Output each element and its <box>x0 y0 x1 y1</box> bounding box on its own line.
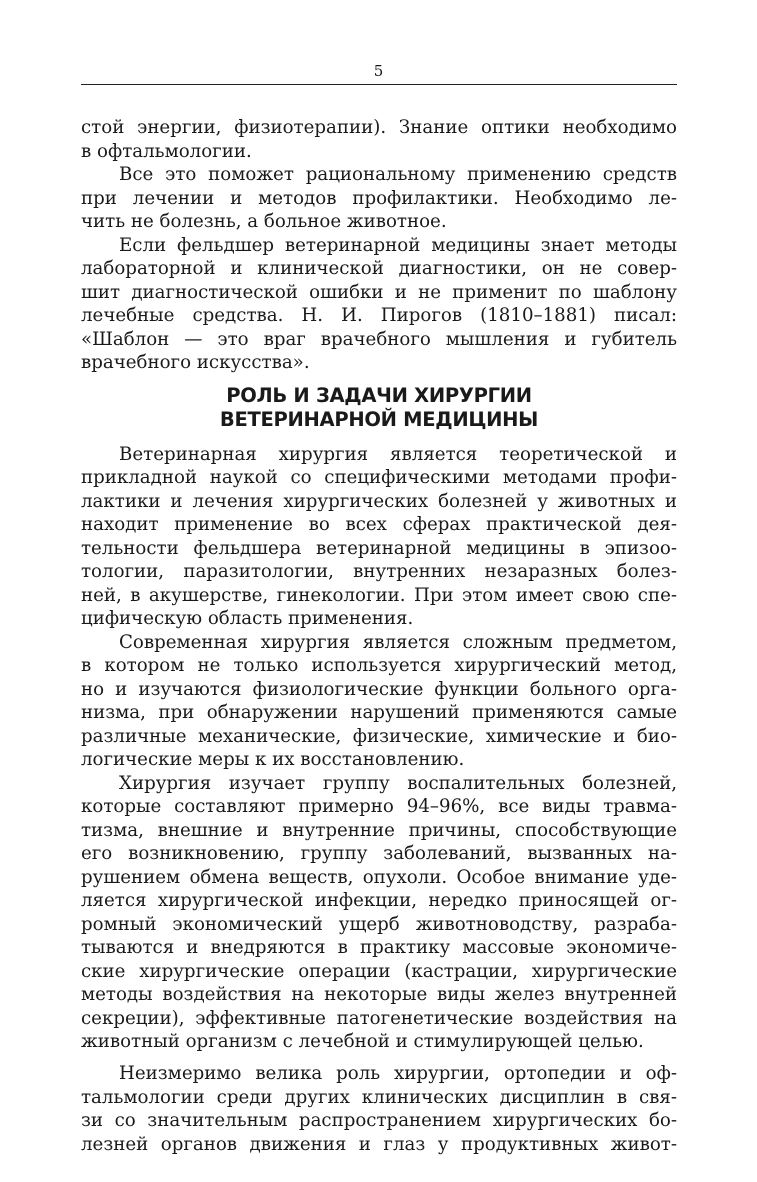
text-line: лабораторной и клинической диагностики, он не совер- <box>81 258 677 279</box>
text-line: шит диагностической ошибки и не применит по шаблону <box>81 282 677 303</box>
text-line: Все это поможет рациональному применению средств <box>119 164 677 185</box>
text-line: Неизмеримо велика роль хирургии, ортопедии и оф- <box>119 1063 677 1084</box>
text-line: животный организм с лечебной и стимулирующей целью. <box>81 1031 644 1052</box>
text-line: Если фельдшер ветеринарной медицины знает методы <box>119 235 677 256</box>
text-line: тизма, внешние и внутренние причины, способствующие <box>81 820 677 841</box>
text-line: в котором не только используется хирургический метод, <box>81 655 677 676</box>
text-line: ней, в акушерстве, гинекологии. При этом имеет свою спе- <box>81 585 677 606</box>
text-line: тельности фельдшера ветеринарной медицины в эпизоо- <box>81 538 677 559</box>
text-line: но и изучаются физиологические функции больного орга- <box>81 679 677 700</box>
section-title: РОЛЬ И ЗАДАЧИ ХИРУРГИИ <box>226 384 532 407</box>
text-line: врачебного искусства». <box>81 352 310 373</box>
text-line: ляется хирургической инфекции, нередко приносящей ог- <box>81 890 677 911</box>
text-line: в офтальмологии. <box>81 141 252 162</box>
text-line: цифическую область применения. <box>81 608 414 629</box>
text-line: которые составляют примерно 94–96%, все виды травма- <box>81 796 677 817</box>
text-line: его возникновению, группу заболеваний, вызванных на- <box>81 843 677 864</box>
text-line: лечебные средства. Н. И. Пирогов (1810–1881) писал: <box>81 305 677 326</box>
text-line: находит применение во всех сферах практической дея- <box>81 514 677 535</box>
text-line: лактики и лечения хирургических болезней у животных и <box>81 491 677 512</box>
text-line: ромный экономический ущерб животноводству, разраба- <box>81 914 677 935</box>
text-line: логические меры к их восстановлению. <box>81 749 465 770</box>
text-line: тологии, паразитологии, внутренних незаразных болез- <box>81 561 677 582</box>
text-line: Ветеринарная хирургия является теоретической и <box>119 444 677 465</box>
text-line: при лечении и методов профилактики. Необходимо ле- <box>81 188 677 209</box>
text-line: методы воздействия на некоторые виды желез внутренней <box>81 984 677 1005</box>
text-line: секреции), эффективные патогенетические воздействия на <box>81 1008 677 1029</box>
page-number: 5 <box>373 62 384 80</box>
section-title: ВЕТЕРИНАРНОЙ МЕДИЦИНЫ <box>219 408 539 431</box>
text-line: лезней органов движения и глаз у продуктивных живот- <box>81 1134 677 1155</box>
text-line: ские хирургические операции (кастрации, хирургические <box>81 961 677 982</box>
text-line: тываются и внедряются в практику массовые экономиче- <box>81 937 677 958</box>
text-line: чить не болезнь, а больное животное. <box>81 211 447 232</box>
header-rule <box>81 84 677 85</box>
text-line: «Шаблон — это враг врачебного мышления и губитель <box>81 329 677 350</box>
text-line: зи со значительным распространением хирургических бо- <box>81 1110 677 1131</box>
text-line: рушением обмена веществ, опухоли. Особое внимание уде- <box>81 867 677 888</box>
text-line: низма, при обнаружении нарушений применяются самые <box>81 702 677 723</box>
text-line: стой энергии, физиотерапии). Знание оптики необходимо <box>81 117 677 138</box>
text-line: различные механические, физические, химические и био- <box>81 726 677 747</box>
text-line: прикладной наукой со специфическими методами профи- <box>81 467 677 488</box>
text-line: тальмологии среди других клинических дисциплин в свя- <box>81 1087 677 1108</box>
text-line: Хирургия изучает группу воспалительных болезней, <box>119 773 677 794</box>
text-line: Современная хирургия является сложным предметом, <box>119 632 677 653</box>
